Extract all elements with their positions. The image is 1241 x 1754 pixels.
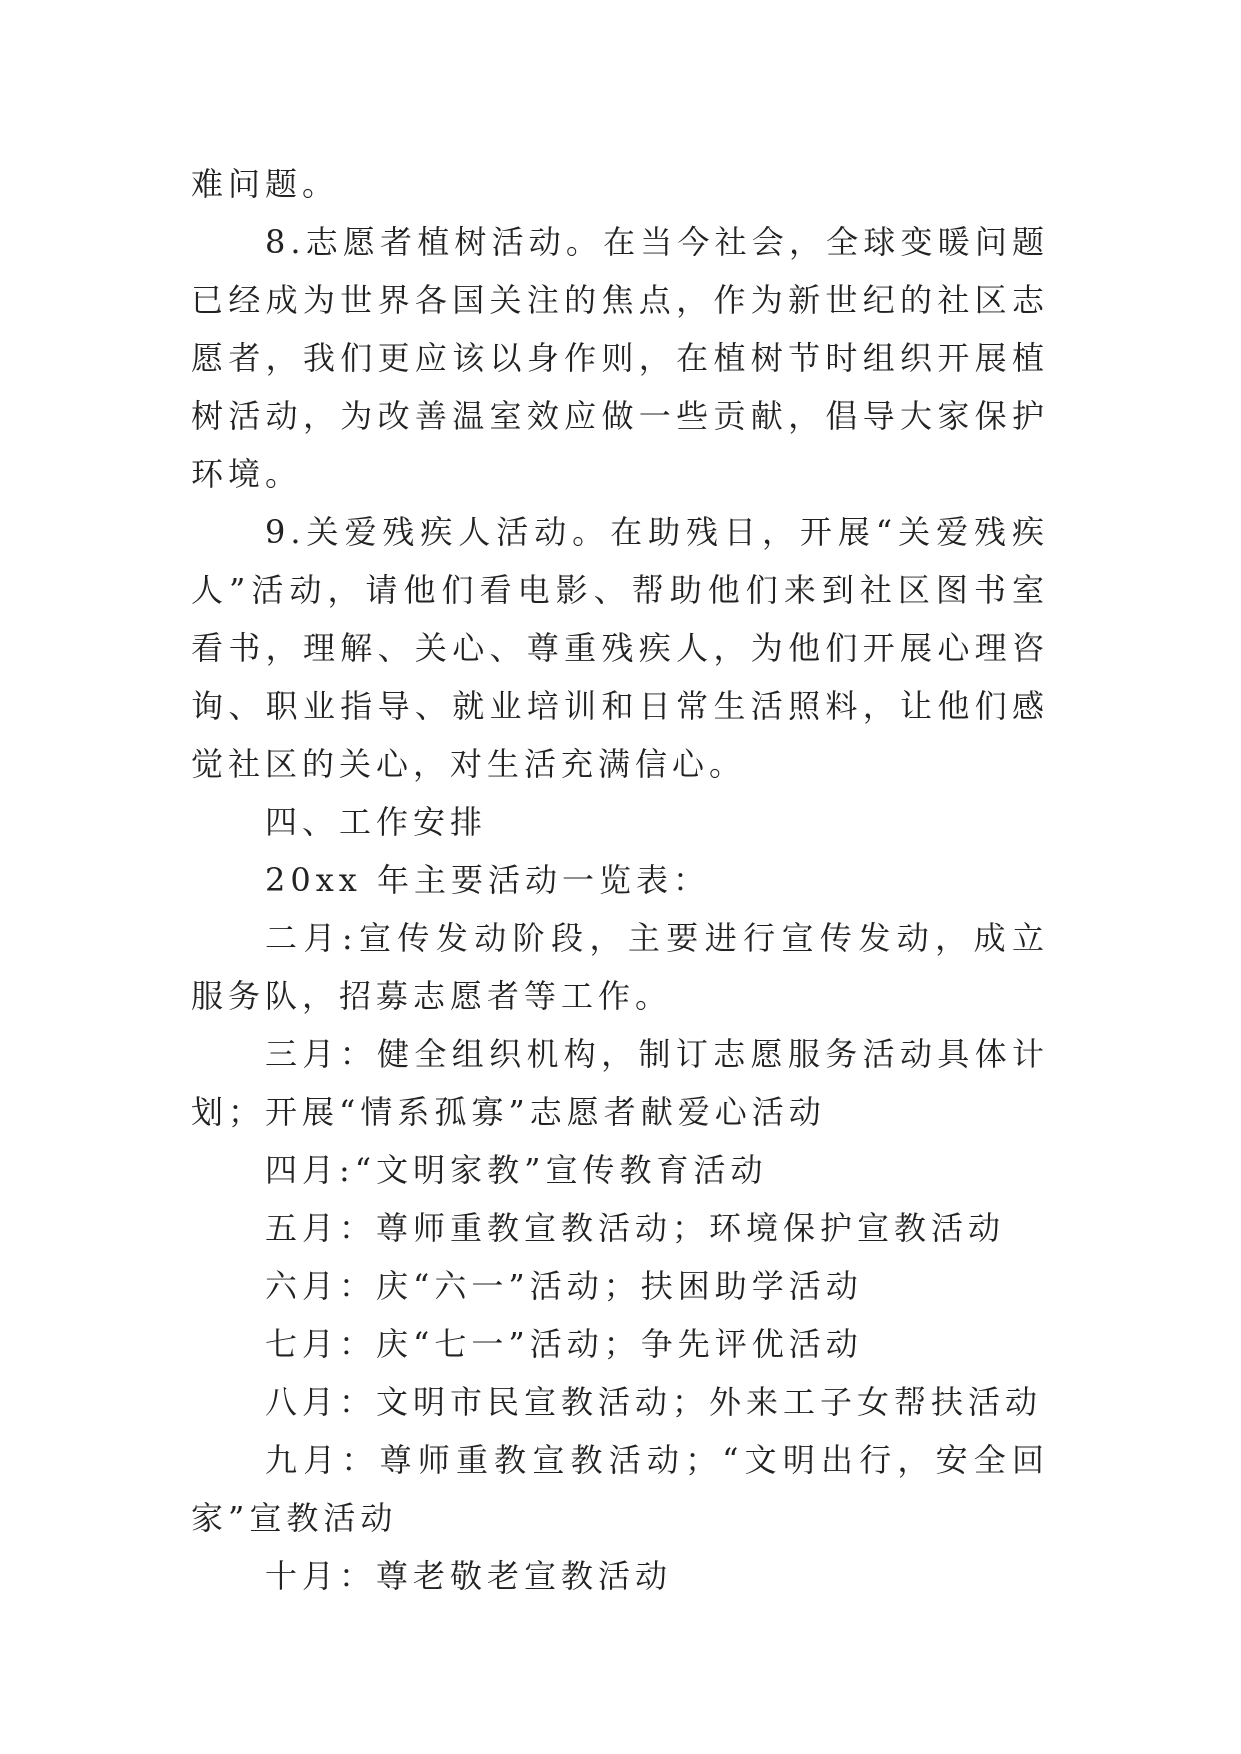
schedule-july: 七月：庆“七一”活动；争先评优活动 bbox=[265, 1325, 863, 1363]
schedule-table-title: 20xx 年主要活动一览表： bbox=[265, 861, 710, 899]
document-body bbox=[191, 155, 1049, 1605]
section-heading-work-arrangement: 四、工作安排 bbox=[265, 803, 488, 841]
paragraph-continuation: 难问题。 bbox=[191, 165, 340, 203]
schedule-october: 十月：尊老敬老宣教活动 bbox=[265, 1557, 673, 1595]
schedule-march: 三月：健全组织机构，制订志愿服务活动具体计划；开展“情系孤寡”志愿者献爱心活动 bbox=[191, 1035, 1049, 1131]
paragraph-item-9-disability-care: 9.关爱残疾人活动。在助残日，开展“关爱残疾人”活动，请他们看电影、帮助他们来到社区图书室看书，理解、关心、尊重残疾人，为他们开展心理咨询、职业指导、就业培训和日常生活照料，让他们感觉社区的关心，对生活充满信心。 bbox=[191, 513, 1049, 783]
schedule-may: 五月：尊师重教宣教活动；环境保护宣教活动 bbox=[265, 1209, 1006, 1247]
schedule-september: 九月：尊师重教宣教活动；“文明出行，安全回家”宣教活动 bbox=[191, 1441, 1049, 1537]
schedule-june: 六月：庆“六一”活动；扶困助学活动 bbox=[265, 1267, 863, 1305]
schedule-february: 二月:宣传发动阶段，主要进行宣传发动，成立服务队，招募志愿者等工作。 bbox=[191, 919, 1049, 1015]
paragraph-item-8-tree-planting: 8.志愿者植树活动。在当今社会，全球变暖问题已经成为世界各国关注的焦点，作为新世纪的社区志愿者，我们更应该以身作则，在植树节时组织开展植树活动，为改善温室效应做一些贡献，倡导大家保护环境。 bbox=[191, 223, 1049, 493]
schedule-august: 八月：文明市民宣教活动；外来工子女帮扶活动 bbox=[265, 1383, 1043, 1421]
schedule-april: 四月:“文明家教”宣传教育活动 bbox=[265, 1151, 768, 1189]
